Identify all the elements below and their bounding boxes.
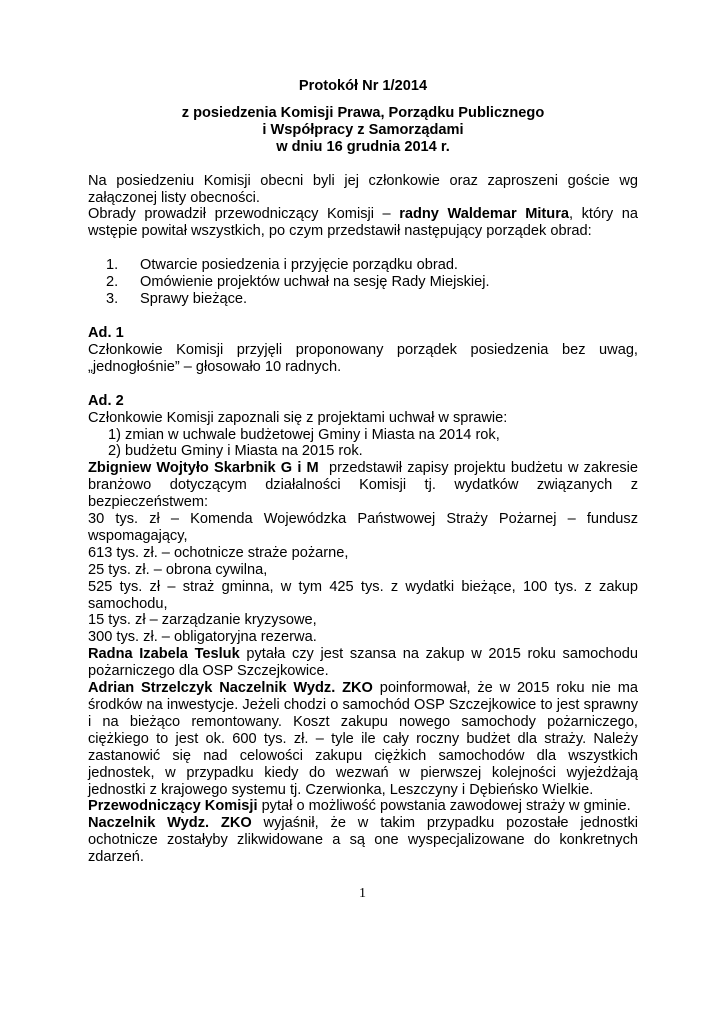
speaker-text: poinformował, że w 2015 roku nie ma środków na inwestycje. Jeżeli chodzi o samochód OSP Szczejkowice to jest sprawny i na bieżąco remontowany. Koszt zakupu nowego samochody pożarniczego, ciężkiego to jest ok. 600 tys. zł. – tyle ile cały roczny budżet dla straży. Należy zastanowić się nad celowości zakupu ciężkich samochodów dla wszystkich jednostek, w przypadku kiedy do wezwań w pierwszej kolejności wyjeżdżają jednostki z krajowego systemu tj. Czerwionka, Leszczyny i Dębieńsko Wielkie.	[88, 680, 638, 798]
speaker-text: przedstawił zapisy projektu budżetu w zakresie branżowo dotyczącym działalności Komisji tj. wydatków związanych z bezpieczeństwem:	[88, 460, 643, 511]
tesluk-paragraph	[88, 646, 638, 680]
speaker-name: Adrian Strzelczyk Naczelnik Wydz. ZKO	[88, 680, 373, 697]
document-title: Protokół Nr 1/2014	[298, 78, 428, 94]
subtitle-line: i Współpracy z Samorządami	[262, 121, 464, 138]
agenda-item	[88, 257, 638, 274]
naczelnik-paragraph	[88, 815, 638, 866]
intro-chair-paragraph	[88, 206, 638, 240]
agenda-number: 1.	[106, 257, 119, 274]
ad2-intro: Członkowie Komisji zapoznali się z projektami uchwał w sprawie:	[88, 409, 508, 426]
ad1-text: Członkowie Komisji przyjęli proponowany porządek posiedzenia bez uwag, „jednogłośnie” – głosowało 10 radnych.	[88, 341, 638, 375]
agenda-number: 2.	[106, 274, 119, 291]
document-page	[88, 78, 643, 866]
agenda-item	[88, 291, 638, 308]
budget-line: 525 tys. zł – straż gminna, w tym 425 tys. z wydatki bieżące, 100 tys. z zakup samochodu,	[88, 578, 638, 612]
budget-line: 613 tys. zł. – ochotnicze straże pożarne,	[88, 544, 349, 561]
agenda-number: 3.	[106, 291, 119, 308]
ad1-heading-text: Ad. 1	[88, 324, 124, 341]
intro-paragraph: Na posiedzeniu Komisji obecni byli jej członkowie oraz zaproszeni goście wg załączonej listy obecności.	[88, 172, 638, 206]
page-number: 1	[359, 886, 366, 901]
subtitle-line: w dniu 16 grudnia 2014 r.	[276, 138, 450, 155]
budget-line: 25 tys. zł. – obrona cywilna,	[88, 561, 268, 578]
budget-line: 30 tys. zł – Komenda Wojewódzka Państwowej Straży Pożarnej – fundusz wspomagający,	[88, 511, 638, 544]
document-subtitle	[88, 105, 638, 156]
ad2-resolution-list	[88, 427, 638, 461]
speaker-name: Zbigniew Wojtyło Skarbnik G i M	[88, 460, 319, 477]
intro-text: , który na wstępie powitał wszystkich, po czym przedstawił następujący porządek obrad:	[88, 206, 638, 240]
chair-name: radny Waldemar Mitura	[399, 206, 569, 223]
budget-line: 300 tys. zł. – obligatoryjna rezerwa.	[88, 629, 317, 646]
speaker-name: Radna Izabela Tesluk	[88, 646, 240, 663]
speaker-text: pytała czy jest szansa na zakup w 2015 roku samochodu pożarniczego dla OSP Szczejkowice.	[88, 646, 638, 680]
resolution-item: 1) zmian w uchwale budżetowej Gminy i Miasta na 2014 rok,	[108, 426, 500, 443]
agenda-text: Otwarcie posiedzenia i przyjęcie porządku obrad.	[140, 257, 458, 274]
ad2-heading	[88, 393, 638, 410]
speaker-name: Przewodniczący Komisji	[88, 798, 258, 815]
przewodniczacy-paragraph	[88, 798, 638, 815]
speaker-name: Naczelnik Wydz. ZKO	[88, 815, 252, 832]
subtitle-line: z posiedzenia Komisji Prawa, Porządku Publicznego	[181, 104, 545, 121]
resolution-item: 2) budżetu Gminy i Miasta na 2015 rok.	[108, 443, 363, 460]
strzelczyk-paragraph	[88, 680, 638, 798]
speaker-text: wyjaśnił, że w takim przypadku pozostałe jednostki ochotnicze zostałyby zlikwidowane a są one wyspecjalizowane do konkretnych zdarzeń.	[88, 815, 638, 866]
agenda-text: Sprawy bieżące.	[140, 291, 248, 308]
agenda-item	[88, 274, 638, 291]
intro-text: Obrady prowadził przewodniczący Komisji –	[88, 206, 400, 223]
budget-line: 15 tys. zł – zarządzanie kryzysowe,	[88, 612, 317, 629]
wojtylo-paragraph	[88, 460, 643, 511]
ad1-heading	[88, 325, 638, 342]
speaker-text: pytał o możliwość powstania zawodowej straży w gminie.	[257, 798, 631, 815]
agenda-text: Omówienie projektów uchwał na sesję Rady Miejskiej.	[140, 274, 490, 291]
agenda-list	[88, 257, 638, 308]
ad2-heading-text: Ad. 2	[88, 392, 124, 409]
